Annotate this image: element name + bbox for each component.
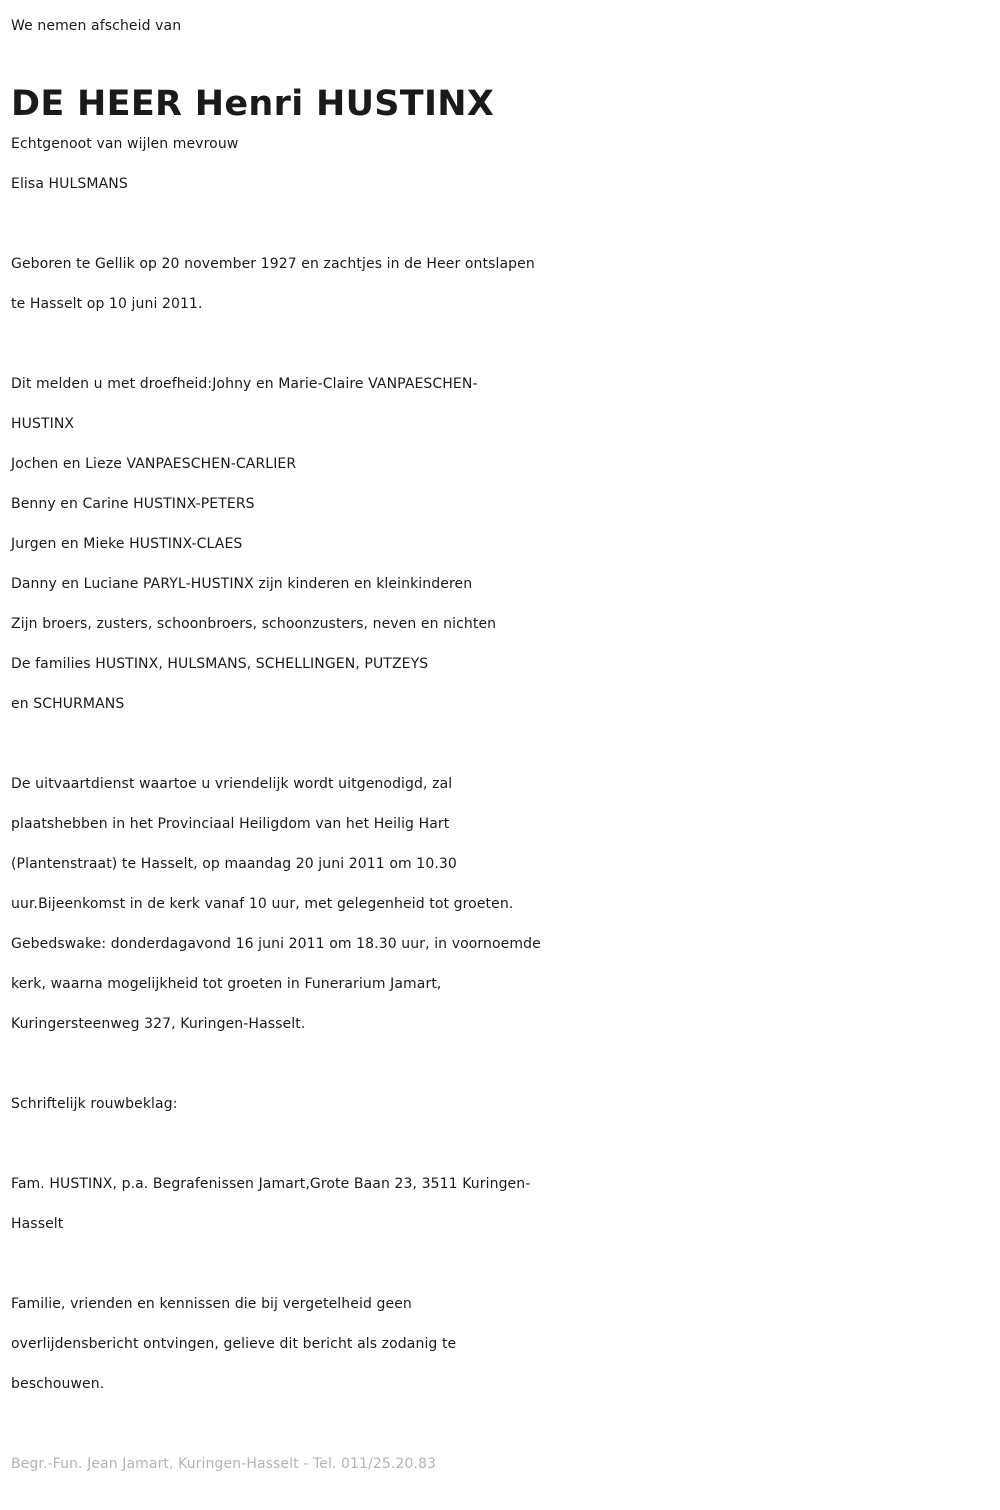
family-line: Benny en Carine HUSTINX-PETERS <box>11 496 255 512</box>
address-line: Hasselt <box>11 1216 64 1232</box>
spouse-line: Elisa HULSMANS <box>11 176 128 192</box>
birth-line: te Hasselt op 10 juni 2011. <box>11 296 203 312</box>
spacer <box>11 724 1000 764</box>
deceased-name: DE HEER Henri HUSTINX <box>11 84 495 124</box>
spacer <box>11 204 1000 244</box>
family-line: en SCHURMANS <box>11 696 125 712</box>
family-line: Danny en Luciane PARYL-HUSTINX zijn kinderen en kleinkinderen <box>11 576 473 592</box>
family-line: Dit melden u met droefheid:Johny en Marie-Claire VANPAESCHEN- <box>11 376 478 392</box>
intro-text: We nemen afscheid van <box>11 18 182 34</box>
funeral-line: kerk, waarna mogelijkheid tot groeten in Funerarium Jamart, <box>11 976 442 992</box>
birth-line: Geboren te Gellik op 20 november 1927 en zachtjes in de Heer ontslapen <box>11 256 535 272</box>
birth-block <box>11 244 1000 324</box>
spacer <box>11 1124 1000 1164</box>
address-block <box>11 1164 1000 1244</box>
notice-line: overlijdensbericht ontvingen, gelieve dit bericht als zodanig te <box>11 1336 457 1352</box>
spouse-block <box>11 124 1000 204</box>
address-line: Fam. HUSTINX, p.a. Begrafenissen Jamart,Grote Baan 23, 3511 Kuringen- <box>11 1176 531 1192</box>
spacer <box>11 1044 1000 1084</box>
condolences-label: Schriftelijk rouwbeklag: <box>11 1096 178 1112</box>
family-block <box>11 364 1000 724</box>
funeral-block <box>11 764 1000 1044</box>
family-line: Zijn broers, zusters, schoonbroers, schoonzusters, neven en nichten <box>11 616 497 632</box>
notice-block <box>11 1284 1000 1404</box>
funeral-home-footer: Begr.-Fun. Jean Jamart, Kuringen-Hasselt - Tel. 011/25.20.83 <box>11 1456 437 1472</box>
funeral-line: (Plantenstraat) te Hasselt, op maandag 20 juni 2011 om 10.30 <box>11 856 457 872</box>
notice-line: beschouwen. <box>11 1376 105 1392</box>
spacer <box>11 1404 1000 1444</box>
spacer <box>11 1244 1000 1284</box>
family-line: HUSTINX <box>11 416 75 432</box>
family-line: Jochen en Lieze VANPAESCHEN-CARLIER <box>11 456 297 472</box>
funeral-line: De uitvaartdienst waartoe u vriendelijk wordt uitgenodigd, zal <box>11 776 453 792</box>
spacer <box>11 324 1000 364</box>
funeral-line: uur.Bijeenkomst in de kerk vanaf 10 uur, met gelegenheid tot groeten. <box>11 896 514 912</box>
family-line: De families HUSTINX, HULSMANS, SCHELLINGEN, PUTZEYS <box>11 656 429 672</box>
notice-line: Familie, vrienden en kennissen die bij vergetelheid geen <box>11 1296 412 1312</box>
spouse-line: Echtgenoot van wijlen mevrouw <box>11 136 239 152</box>
funeral-line: Kuringersteenweg 327, Kuringen-Hasselt. <box>11 1016 306 1032</box>
funeral-line: Gebedswake: donderdagavond 16 juni 2011 om 18.30 uur, in voornoemde <box>11 936 541 952</box>
funeral-line: plaatshebben in het Provinciaal Heiligdom van het Heilig Hart <box>11 816 450 832</box>
family-line: Jurgen en Mieke HUSTINX-CLAES <box>11 536 243 552</box>
